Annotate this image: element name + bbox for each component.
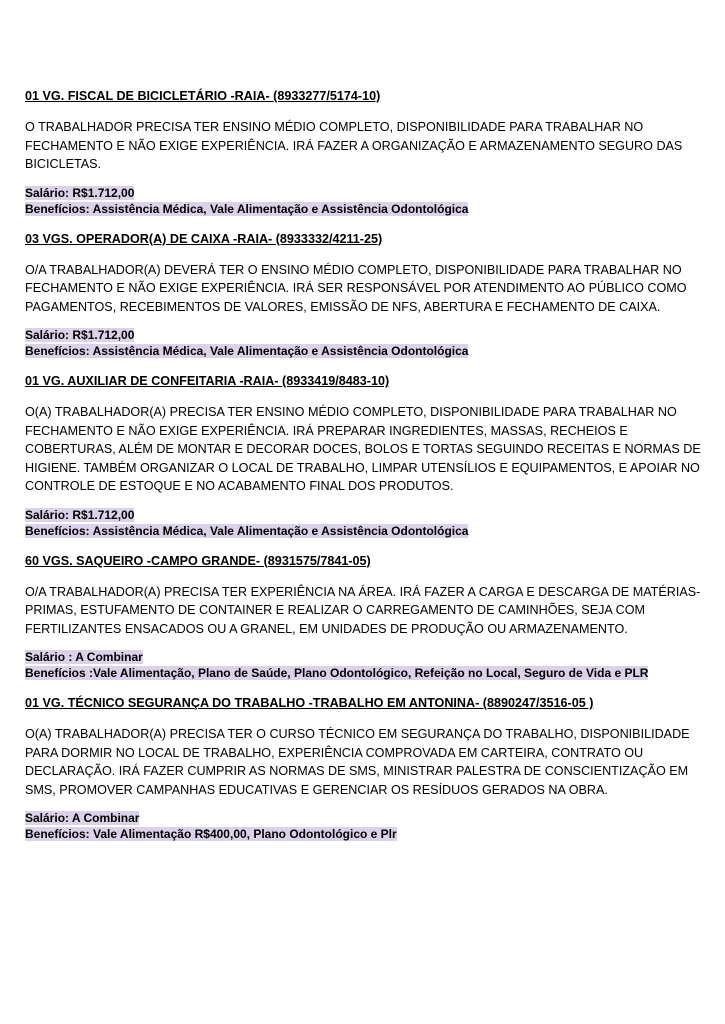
job-description: O/A TRABALHADOR(A) DEVERÁ TER O ENSINO MÉDIO COMPLETO, DISPONIBILIDADE PARA TRABALHAR NO FECHAMENTO E NÃO EXIGE EXPERIÊNCIA. IRÁ SER RESPONSÁVEL POR ATENDIMENTO AO PÚBLICO COMO PAGAMENTOS, RECEBIMENTOS DE VALORES, EMISSÃO DE NFS, ABERTURA E FECHAMENTO DE CAIXA. [25, 262, 687, 314]
benefits-text: Benefícios: Assistência Médica, Vale Alimentação e Assistência Odontológica [25, 344, 469, 358]
job-compensation [25, 810, 705, 842]
salary-text: Salário: A Combinar [25, 811, 140, 825]
benefits-text: Benefícios: Vale Alimentação R$400,00, Plano Odontológico e Plr [25, 827, 397, 841]
job-description: O TRABALHADOR PRECISA TER ENSINO MÉDIO COMPLETO, DISPONIBILIDADE PARA TRABALHAR NO FECHAMENTO E NÃO EXIGE EXPERIÊNCIA. IRÁ FAZER A ORGANIZAÇÃO E ARMAZENAMENTO SEGURO DAS BICICLETAS. [25, 120, 683, 171]
benefits-text: Benefícios: Assistência Médica, Vale Alimentação e Assistência Odontológica [25, 523, 469, 538]
salary-line [25, 507, 705, 523]
salary-line [25, 649, 705, 665]
benefits-text: Benefícios :Vale Alimentação, Plano de Saúde, Plano Odontológico, Refeição no Local, Seguro de Vida e PLR [25, 666, 649, 680]
salary-text: Salário: R$1.712,00 [25, 328, 135, 342]
job-description: O(A) TRABALHADOR(A) PRECISA TER O CURSO TÉCNICO EM SEGURANÇA DO TRABALHO, DISPONIBILIDADE PARA DORMIR NO LOCAL DE TRABALHO, EXPERIÊNCIA COMPROVADA EM CARTEIRA, CONTRATO OU DECLARAÇÃO. IRÁ FAZER CUMPRIR AS NORMAS DE SMS, MINISTRAR PALESTRA DE CONSCIENTIZAÇÃO EM SMS, PROMOVER CAMPANHAS EDUCATIVAS E GERENCIAR OS RESÍDUOS GERADOS NA OBRA. [25, 727, 690, 797]
job-listing [25, 231, 705, 360]
salary-text: Salário: R$1.712,00 [25, 507, 135, 522]
salary-text: Salário: R$1.712,00 [25, 185, 135, 200]
job-description: O/A TRABALHADOR(A) PRECISA TER EXPERIÊNCIA NA ÁREA. IRÁ FAZER A CARGA E DESCARGA DE MATÉRIAS-PRIMAS, ESTUFAMENTO DE CONTAINER E REALIZAR O CARREGAMENTO DE CAMINHÕES, SEJA COM FERTILIZANTES ENSACADOS OU A GRANEL, EM UNIDADES DE PRODUÇÃO OU ARMAZENAMENTO. [25, 584, 701, 636]
benefits-line [25, 201, 705, 217]
job-listing [25, 88, 705, 217]
job-title: 01 VG. FISCAL DE BICICLETÁRIO -RAIA- (8933277/5174-10) [25, 89, 381, 103]
salary-text: Salário : A Combinar [25, 650, 143, 664]
job-listing [25, 373, 705, 539]
salary-line [25, 185, 705, 201]
benefits-line [25, 523, 705, 539]
job-title: 01 VG. TÉCNICO SEGURANÇA DO TRABALHO -TRABALHO EM ANTONINA- (8890247/3516-05 ) [25, 696, 594, 710]
benefits-text: Benefícios: Assistência Médica, Vale Alimentação e Assistência Odontológica [25, 201, 469, 216]
job-compensation [25, 507, 705, 539]
job-listing [25, 553, 705, 682]
job-compensation [25, 649, 705, 681]
job-listings-page [25, 88, 705, 856]
salary-line [25, 810, 705, 826]
job-title: 60 VGS. SAQUEIRO -CAMPO GRANDE- (8931575/7841-05) [25, 553, 371, 568]
job-description: O(A) TRABALHADOR(A) PRECISA TER ENSINO MÉDIO COMPLETO, DISPONIBILIDADE PARA TRABALHAR NO FECHAMENTO E NÃO EXIGE EXPERIÊNCIA. IRÁ PREPARAR INGREDIENTES, MASSAS, RECHEIOS E COBERTURAS, ALÉM DE MONTAR E DECORAR DOCES, BOLOS E TORTAS SEGUINDO RECEITAS E NORMAS DE HIGIENE. TAMBÉM ORGANIZAR O LOCAL DE TRABALHO, LIMPAR UTENSÍLIOS E EQUIPAMENTOS, E APOIAR NO CONTROLE DE ESTOQUE E NO ACABAMENTO FINAL DOS PRODUTOS. [25, 405, 701, 493]
benefits-line [25, 665, 705, 681]
job-compensation [25, 327, 705, 359]
job-title: 03 VGS. OPERADOR(A) DE CAIXA -RAIA- (8933332/4211-25) [25, 231, 383, 246]
benefits-line [25, 826, 705, 842]
benefits-line [25, 343, 705, 359]
job-listing [25, 695, 705, 842]
job-compensation [25, 185, 705, 217]
job-title: 01 VG. AUXILIAR DE CONFEITARIA -RAIA- (8933419/8483-10) [25, 374, 390, 388]
salary-line [25, 327, 705, 343]
